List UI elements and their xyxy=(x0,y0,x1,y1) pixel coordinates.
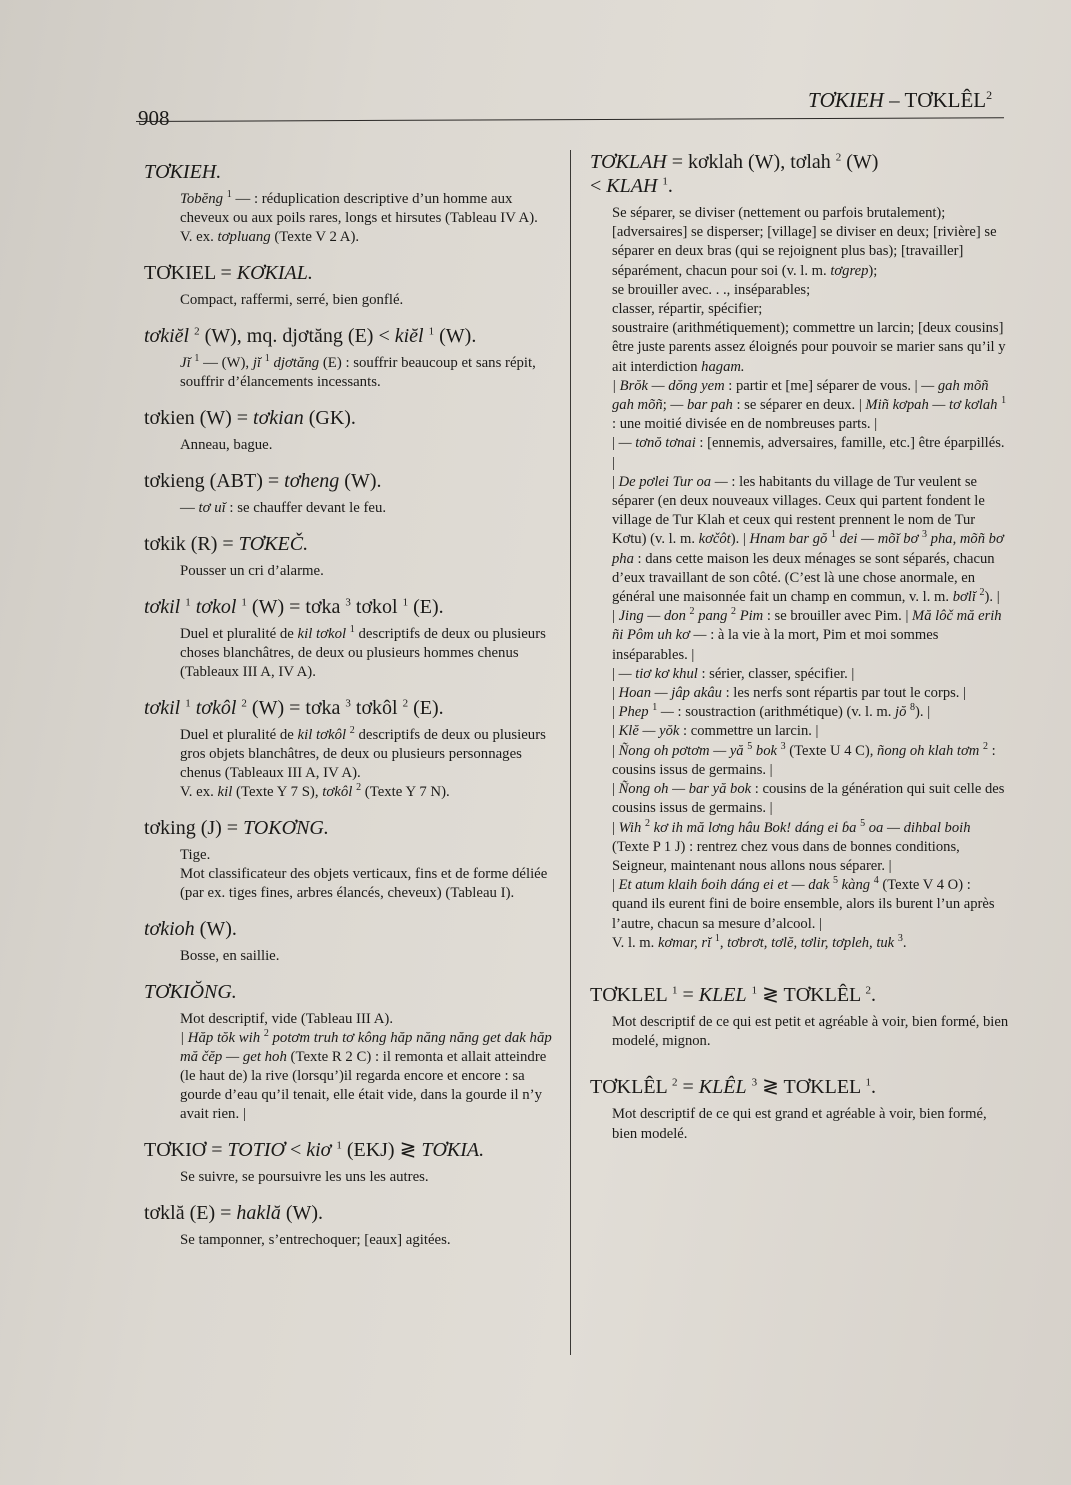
definition-line: Duel et pluralité de kil tơkôl $^2$ descriptifs de deux ou plusieurs gros objets blanchâtres, de deux ou plusieurs personnages chenus (Tableaux III A, IV A). xyxy=(180,725,546,781)
definition-line: classer, répartir, spécifier; xyxy=(612,301,763,318)
entry-definition xyxy=(144,726,564,802)
entry-headword: TƠKIŎNG. xyxy=(144,981,237,1003)
left-column xyxy=(144,160,564,1264)
dictionary-entry xyxy=(590,1075,1010,1143)
entry-definition xyxy=(144,1168,564,1187)
entry-headword: tơkieng (ABT) = tơheng (W). xyxy=(144,470,382,492)
entry-definition xyxy=(144,562,564,581)
definition-line: Bosse, en saillie. xyxy=(180,948,280,964)
definition-line: | Brŏk — dŏng yem : partir et [me] séparer de vous. | — gah mõñ gah mõñ; — bar pah : se séparer en deux. | Miñ kơpah — tơ kơlah $^1$ : une moitié divisée en de nombreuses parts. | xyxy=(612,377,1007,433)
definition-line: | Hăp tŏk wih $^2$ potơm truh tơ kông hăp năng năng get dak hăp mă čĕp — get hoh (Texte R 2 C) : il remonta et allait atteindre (le haut de) la rive (lorsqu’)il regarda encore et encore : sa gourde d’eau qu’il tenait, elle était vide, dans la gourde il n’y avait rien. | xyxy=(180,1028,552,1122)
page-number: 908 xyxy=(138,106,170,130)
entry-definition xyxy=(144,1231,564,1250)
entry-headword: tơklă (E) = haklă (W). xyxy=(144,1202,324,1224)
entry-headword: tơkil $^1$ tơkol $^1$ (W) = tơka $^3$ tơkol $^1$ (E). xyxy=(144,596,444,618)
entry-definition xyxy=(590,204,1010,953)
definition-line: — tơ uĭ : se chauffer devant le feu. xyxy=(180,500,387,516)
dictionary-entry xyxy=(144,816,564,903)
entry-headword: TƠKIEL = KƠKIAL. xyxy=(144,262,313,284)
entry-definition xyxy=(144,190,564,247)
entry-definition xyxy=(144,354,564,392)
definition-line: Mot descriptif, vide (Tableau III A). xyxy=(180,1011,394,1027)
definition-line: | Hoan — jâp akâu : les nerfs sont répartis par tout le corps. | xyxy=(612,685,967,702)
entry-headword: tơkiĕl $^2$ (W), mq. djơtăng (E) < kiĕl $^1$ (W). xyxy=(144,325,477,347)
definition-line: V. ex. tơpluang (Texte V 2 A). xyxy=(180,229,360,245)
dictionary-entry xyxy=(144,469,564,518)
definition-line: se brouiller avec. . ., inséparables; xyxy=(612,281,811,298)
running-head-sep: – xyxy=(883,88,905,112)
running-head-sup: 2 xyxy=(986,88,993,102)
entry-headword: tơkien (W) = tơkian (GK). xyxy=(144,407,356,429)
definition-line: | De pơlei Tur oa — : les habitants du village de Tur veulent se séparer (en deux nouveaux villages. Ceux qui partent fondent le village de Tur Klah et ceux qui restent prennent le nom de Tur Kơtu) (v. l. m. kơčôt). | Hnam bar gŏ $^1$ dei — mõĭ bơ $^3$ pha, mõñ bơ pha : dans cette maison les deux ménages se sont séparés, chacun d’eux travaillant de son côté. (C’est là une chose anormale, en général une maisonnée fait un champ en commun, v. l. m. bơlĭ $^2$). | xyxy=(612,473,1004,606)
definition-line: soustraire (arithmétiquement); commettre un larcin; [deux cousins] être juste parents assez éloignés pour pouvoir se marier sans qu’il y ait interdiction hagam. xyxy=(612,320,1006,375)
entry-headword: tơkik (R) = TƠKEČ. xyxy=(144,533,309,555)
entry-definition xyxy=(144,1010,564,1124)
dictionary-entry xyxy=(590,150,1010,953)
dictionary-entry xyxy=(144,406,564,455)
entry-definition xyxy=(144,436,564,455)
running-head xyxy=(808,88,992,113)
dictionary-entry xyxy=(590,983,1010,1051)
definition-line: V. l. m. kơmar, rĭ $^1$, tơbrơt, tơlĕ, tơlir, tơpleh, tuk $^3$. xyxy=(612,932,907,951)
definition-line: | Jing — don $^2$ pang $^2$ Pim : se brouiller avec Pim. | Mă lôč mă erih ñi Pôm uh kơ — : à la vie à la mort, Pim et moi sommes inséparables. | xyxy=(612,606,1002,663)
definition-line: V. ex. kil (Texte Y 7 S), tơkôl $^2$ (Texte Y 7 N). xyxy=(180,782,450,800)
dictionary-entry xyxy=(144,696,564,802)
dictionary-entry xyxy=(144,261,564,310)
definition-line: Mot descriptif de ce qui est petit et agréable à voir, bien formé, bien modelé, mignon. xyxy=(612,1013,1009,1050)
definition-line: Duel et pluralité de kil tơkol $^1$ descriptifs de deux ou plusieurs choses blanchâtres, de deux ou plusieurs hommes chenus (Tableaux III A, IV A). xyxy=(180,624,546,680)
definition-line: Pousser un cri d’alarme. xyxy=(180,563,324,579)
definition-line: | Ñong oh — bar yă bok : cousins de la génération qui suit celle des cousins issus de germains. | xyxy=(612,781,1005,817)
header-rule xyxy=(136,117,1004,122)
dictionary-entry xyxy=(144,980,564,1124)
definition-line: Tige. xyxy=(180,847,211,863)
definition-line: Mot classificateur des objets verticaux, fins et de forme déliée (par ex. tiges fines, arbres élancés, cheveux) (Tableau I). xyxy=(180,866,548,901)
dictionary-entry xyxy=(144,1138,564,1187)
definition-line: | Klĕ — yŏk : commettre un larcin. | xyxy=(612,723,819,740)
dictionary-entry xyxy=(144,160,564,247)
entry-headword: TƠKIƠ = TOTIƠ < kiơ $^1$ (EKJ) ≷ TƠKIA. xyxy=(144,1139,485,1161)
entry-definition xyxy=(144,499,564,518)
definition-line: Se séparer, se diviser (nettement ou parfois brutalement); [adversaires] se disperser; [village] se diviser en deux; [rivière] se séparer en deux bras (qui se rejoignent plus bas); [travailler] séparément, chacun pour soi (v. l. m. tơgrep); xyxy=(612,205,997,279)
definition-line: | — tơnŏ tơnai : [ennemis, adversaires, famille, etc.] être éparpillés. | xyxy=(612,435,1005,471)
dictionary-entry xyxy=(144,324,564,392)
definition-line: Se tamponner, s’entrechoquer; [eaux] agitées. xyxy=(180,1232,451,1248)
definition-line: | Et atum klaih ɓoih dáng ei et — dak $^5$ kàng $^4$ (Texte V 4 O) : quand ils eurent fini de boire ensemble, alors ils burent l’un après l’autre, chacun sa mesure d’alcool. | xyxy=(612,875,995,932)
entry-headword: tơkil $^1$ tơkôl $^2$ (W) = tơka $^3$ tơkôl $^2$ (E). xyxy=(144,697,444,719)
entry-definition xyxy=(144,291,564,310)
entry-headword: TƠKIEH. xyxy=(144,161,222,183)
entry-definition xyxy=(590,1013,1010,1051)
entry-headword: TƠKLÊL $^2$ = KLÊL $^3$ ≷ TƠKLEL $^1$. xyxy=(590,1076,877,1099)
definition-line: | Wih $^2$ kơ ih mă lơng hâu Bok! dáng ei ɓa $^5$ oa — dihbal boih (Texte P 1 J) : rentrez chez vous dans de bonnes conditions, Seigneur, maintenant nous allons nous séparer. | xyxy=(612,817,971,874)
definition-line: | — tiơ kơ khul : sérier, classer, spécifier. | xyxy=(612,665,855,682)
definition-line: Mot descriptif de ce qui est grand et agréable à voir, bien formé, bien modelé. xyxy=(612,1106,987,1142)
dictionary-entry xyxy=(144,532,564,581)
definition-line: Jĭ $^1$ — (W), jĭ $^1$ djơtăng (E) : souffrir beaucoup et sans répit, souffrir d’élancements incessants. xyxy=(180,353,536,390)
entry-definition xyxy=(144,625,564,682)
definition-line: Anneau, bague. xyxy=(180,437,273,453)
definition-line: Se suivre, se poursuivre les uns les autres. xyxy=(180,1169,429,1185)
definition-line: Compact, raffermi, serré, bien gonflé. xyxy=(180,292,404,308)
entry-definition xyxy=(144,846,564,903)
running-head-last: TƠKLÊL xyxy=(904,88,987,112)
entry-definition xyxy=(144,947,564,966)
definition-line: Tobĕng $^1$ — : réduplication descriptive d’un homme aux cheveux ou aux poils rares, longs et hirsutes (Tableau IV A). xyxy=(180,189,538,226)
entry-definition xyxy=(590,1105,1010,1143)
entry-headword: TƠKLEL $^1$ = KLEL $^1$ ≷ TƠKLÊL $^2$. xyxy=(590,983,877,1006)
definition-line: | Ñong oh pơtơm — yă $^5$ bok $^3$ (Texte U 4 C), ñong oh klah tơm $^2$ : cousins issus de germains. | xyxy=(612,740,996,778)
right-column xyxy=(590,150,1010,1158)
dictionary-entry xyxy=(144,595,564,682)
entry-headword: tơkioh (W). xyxy=(144,918,237,940)
entry-headword: TƠKLAH = kơklah (W), tơlah $^2$ (W) < KLAH $^1$. xyxy=(590,151,879,197)
dictionary-entry xyxy=(144,1201,564,1250)
running-head-first: TƠKIEH xyxy=(808,88,884,112)
definition-line: | Phep $^1$ — : soustraction (arithmétique) (v. l. m. jŏ $^8$). | xyxy=(612,702,931,721)
column-divider xyxy=(570,150,571,1355)
dictionary-entry xyxy=(144,917,564,966)
entry-headword: tơking (J) = TOKƠNG. xyxy=(144,817,329,839)
